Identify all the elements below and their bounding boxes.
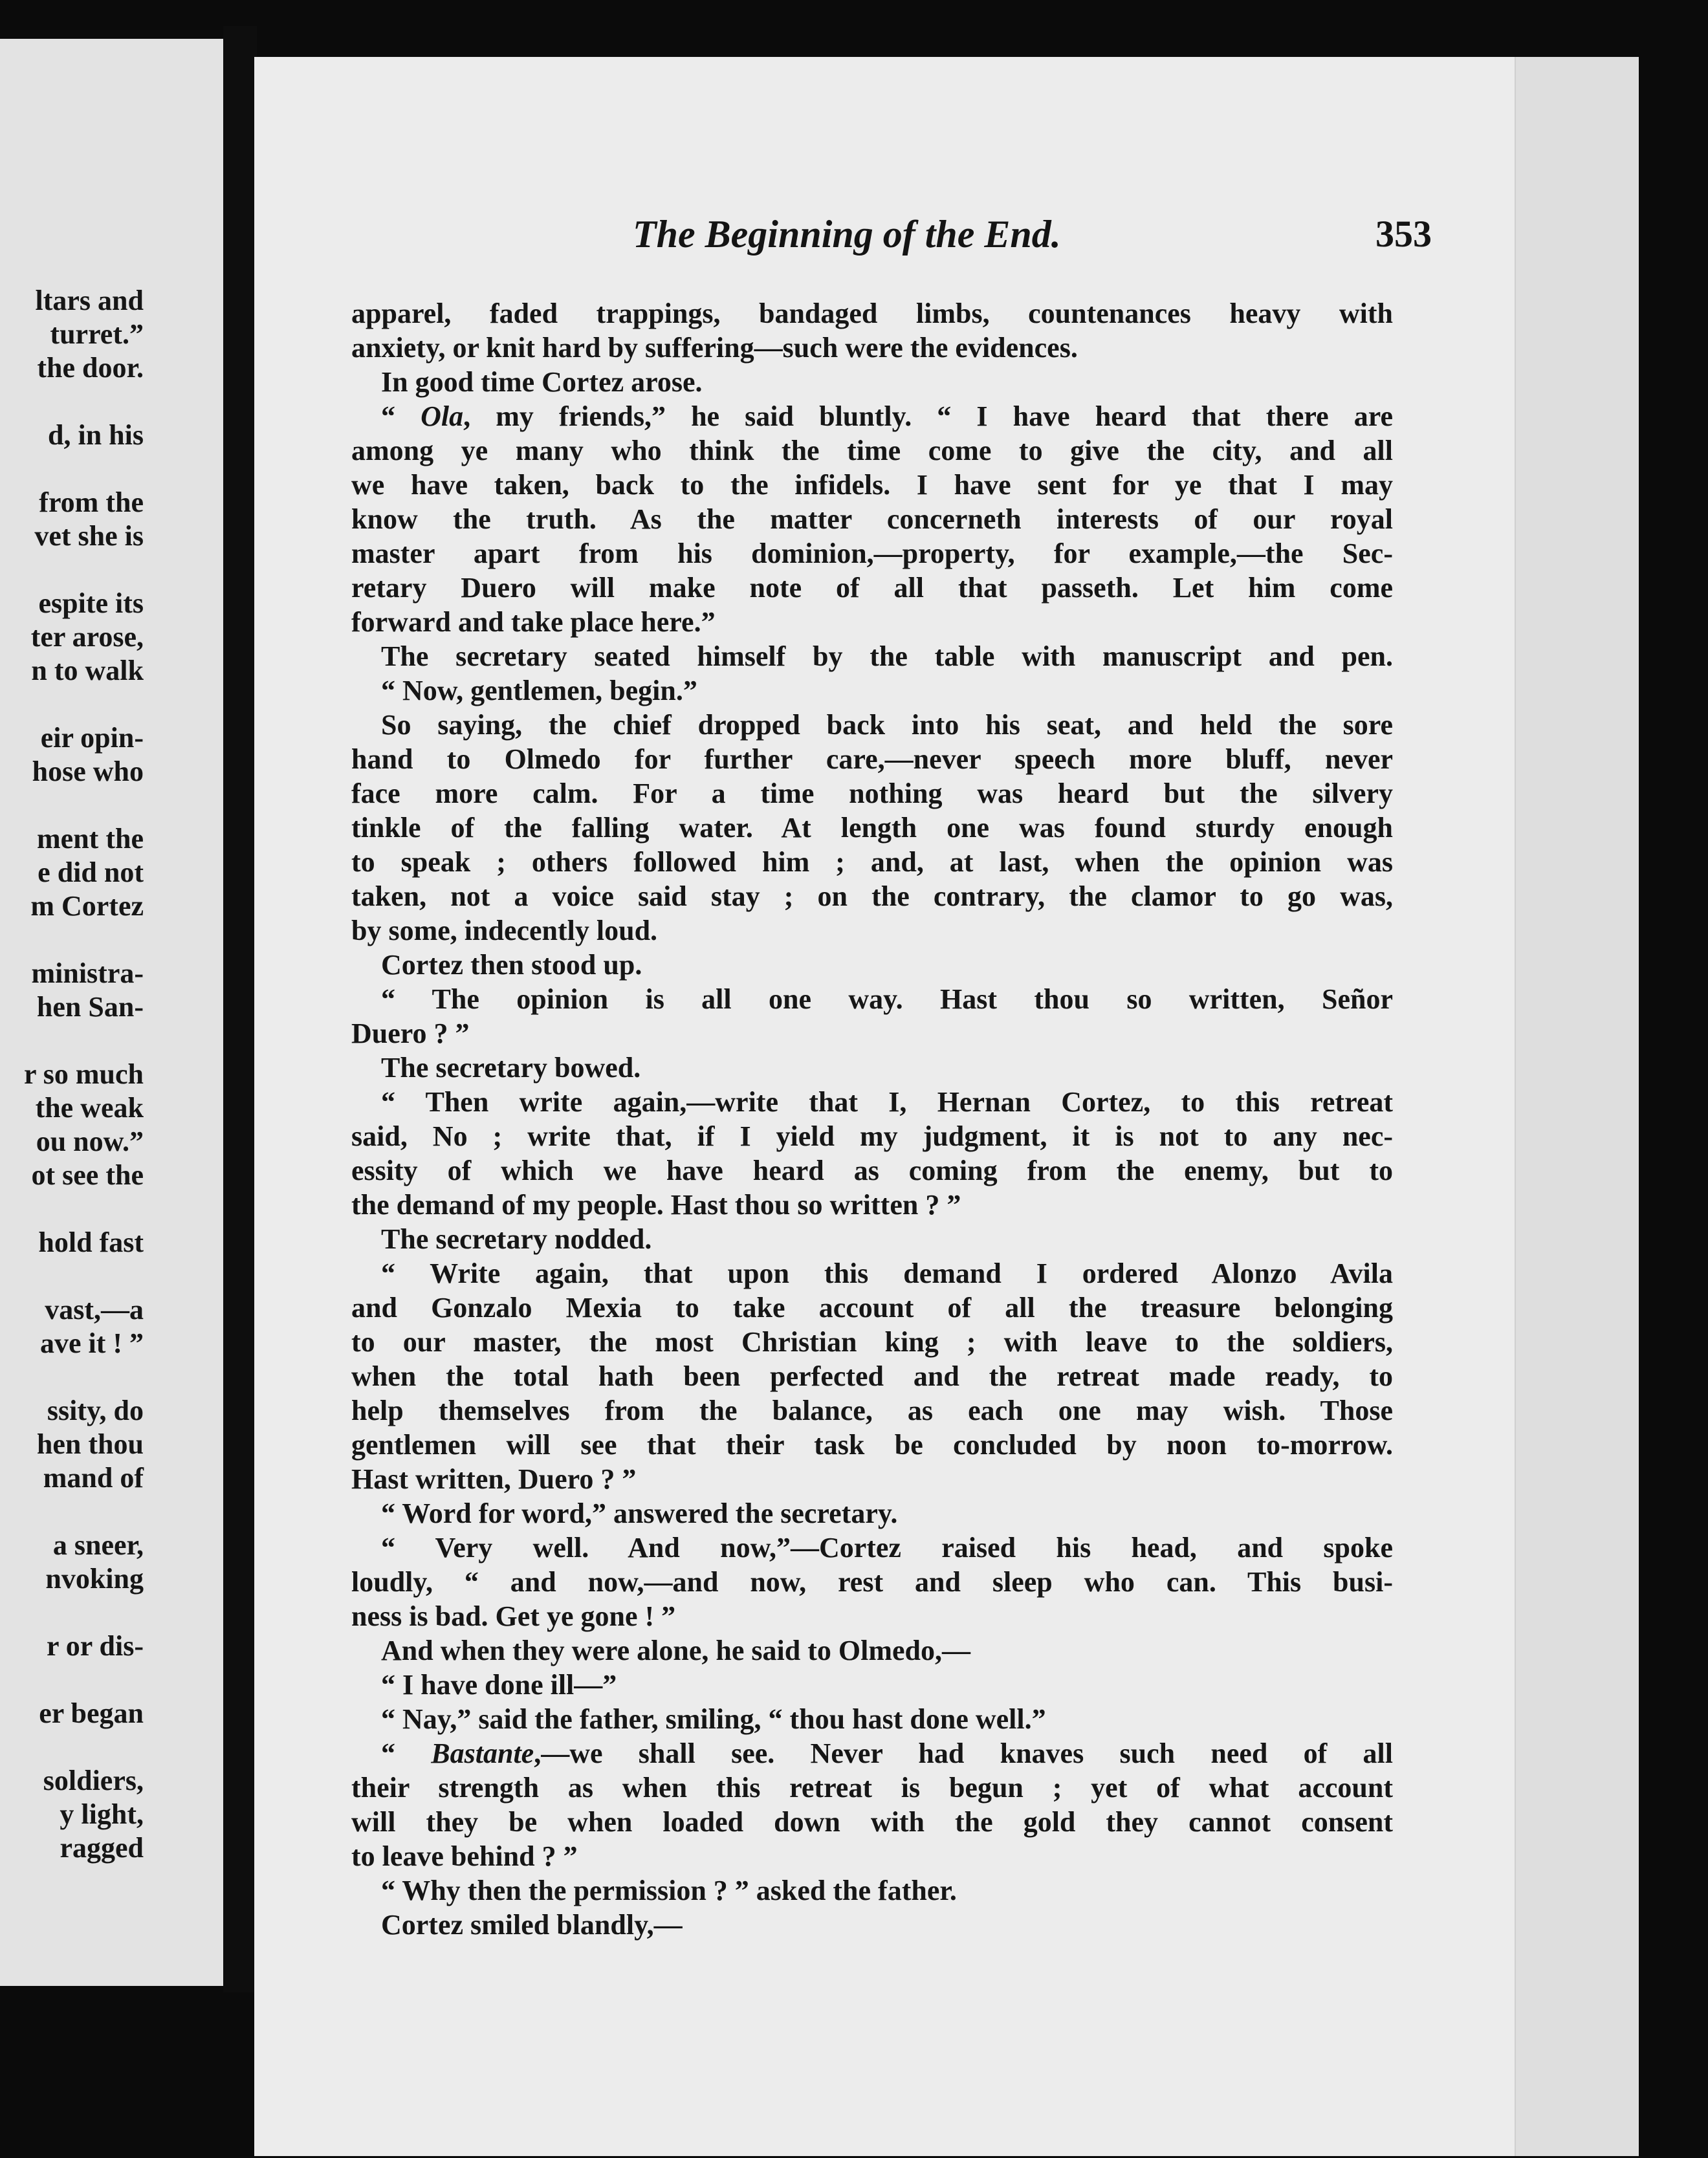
facing-page-line: soldiers, bbox=[43, 1765, 144, 1796]
facing-page-line: ave it ! ” bbox=[39, 1327, 144, 1359]
page-number: 353 bbox=[1375, 213, 1432, 255]
facing-page-line: hold fast bbox=[38, 1226, 144, 1258]
facing-page-line: ltars and bbox=[35, 285, 144, 316]
text-line: ness is bad. Get ye gone ! ” bbox=[351, 1600, 676, 1632]
text-line: help themselves from the balance, as each one may wish. Those bbox=[351, 1395, 1393, 1426]
text-line: retary Duero will make note of all that passeth. Let him come bbox=[351, 572, 1393, 604]
text-line: The secretary seated himself by the table with manuscript and pen. bbox=[381, 640, 1393, 672]
facing-page-line: hen thou bbox=[36, 1428, 144, 1460]
facing-page-line: e did not bbox=[38, 856, 144, 888]
text-line: forward and take place here.” bbox=[351, 606, 716, 638]
text-line: And when they were alone, he said to Olmedo,— bbox=[381, 1635, 970, 1666]
text-line: among ye many who think the time come to give the city, and all bbox=[351, 435, 1393, 466]
text-line: Hast written, Duero ? ” bbox=[351, 1463, 637, 1495]
text-line: taken, not a voice said stay ; on the contrary, the clamor to go was, bbox=[351, 880, 1393, 912]
text-line: In good time Cortez arose. bbox=[381, 366, 703, 398]
facing-page-line: ot see the bbox=[31, 1159, 144, 1191]
facing-page-line: a sneer, bbox=[52, 1529, 144, 1561]
text-line: the demand of my people. Hast thou so written ? ” bbox=[351, 1189, 961, 1221]
facing-page-line: m Cortez bbox=[30, 890, 144, 922]
facing-page-line: hose who bbox=[32, 756, 144, 787]
facing-page-line: ministra- bbox=[31, 957, 144, 989]
text-line: “ I have done ill—” bbox=[381, 1669, 617, 1701]
facing-page-line: turret.” bbox=[50, 318, 144, 350]
text-line: The secretary bowed. bbox=[381, 1052, 641, 1084]
facing-page-fragment bbox=[0, 39, 223, 1986]
facing-page-line: espite its bbox=[38, 587, 144, 619]
text-line: Cortez then stood up. bbox=[381, 949, 642, 981]
text-line: “ Then write again,—write that I, Hernan Cortez, to this retreat bbox=[381, 1086, 1393, 1118]
text-line: “ Nay,” said the father, smiling, “ thou hast done well.” bbox=[381, 1703, 1046, 1735]
facing-page-line: vet she is bbox=[34, 520, 144, 552]
facing-page-line: n to walk bbox=[31, 655, 144, 686]
facing-page-line: the door. bbox=[37, 352, 144, 384]
text-line: essity of which we have heard as coming from the enemy, but to bbox=[351, 1155, 1393, 1186]
text-line: said, No ; write that, if I yield my judgment, it is not to any nec- bbox=[351, 1120, 1393, 1152]
text-line: “ Now, gentlemen, begin.” bbox=[381, 675, 697, 706]
facing-page-line: mand of bbox=[43, 1462, 144, 1494]
text-line: “ Ola, my friends,” he said bluntly. “ I have heard that there are bbox=[381, 400, 1393, 432]
page-edge bbox=[1515, 57, 1639, 2156]
text-line: tinkle of the falling water. At length one was found sturdy enough bbox=[351, 812, 1393, 844]
facing-page-line: hen San- bbox=[36, 991, 144, 1023]
text-line: master apart from his dominion,—property, for example,—the Sec- bbox=[351, 538, 1393, 569]
facing-page-line: eir opin- bbox=[40, 722, 144, 754]
text-line: “ Very well. And now,”—Cortez raised his head, and spoke bbox=[381, 1532, 1393, 1564]
text-line: will they be when loaded down with the gold they cannot consent bbox=[351, 1806, 1393, 1838]
text-line: “ Write again, that upon this demand I ordered Alonzo Avila bbox=[381, 1258, 1393, 1289]
facing-page-line: ragged bbox=[60, 1832, 144, 1864]
text-line: The secretary nodded. bbox=[381, 1223, 652, 1255]
facing-page-line: nvoking bbox=[45, 1563, 144, 1595]
body-text bbox=[351, 296, 1393, 1942]
text-line: “ The opinion is all one way. Hast thou so written, Señor bbox=[381, 983, 1393, 1015]
facing-page-line: r so much bbox=[24, 1058, 144, 1090]
text-line: and Gonzalo Mexia to take account of all the treasure belonging bbox=[351, 1292, 1393, 1324]
text-line: their strength as when this retreat is begun ; yet of what account bbox=[351, 1772, 1393, 1804]
facing-page-line: er began bbox=[39, 1697, 144, 1729]
text-line: we have taken, back to the infidels. I have sent for ye that I may bbox=[351, 469, 1393, 501]
text-line: “ Why then the permission ? ” asked the father. bbox=[381, 1875, 957, 1906]
text-line: Cortez smiled blandly,— bbox=[381, 1909, 683, 1941]
text-line: to speak ; others followed him ; and, at last, when the opinion was bbox=[351, 846, 1393, 878]
facing-page-line: y light, bbox=[60, 1798, 144, 1830]
facing-page-line: ment the bbox=[37, 823, 144, 855]
text-line: apparel, faded trappings, bandaged limbs, countenances heavy with bbox=[351, 298, 1393, 329]
facing-page-line: vast,—a bbox=[45, 1294, 144, 1325]
facing-page-line: r or dis- bbox=[47, 1630, 144, 1662]
text-line: “ Bastante,—we shall see. Never had knaves such need of all bbox=[381, 1738, 1394, 1769]
text-line: know the truth. As the matter concerneth interests of our royal bbox=[351, 503, 1393, 535]
text-line: to leave behind ? ” bbox=[351, 1840, 578, 1872]
facing-page-line: d, in his bbox=[48, 419, 144, 451]
page-header bbox=[254, 212, 1432, 264]
text-line: So saying, the chief dropped back into his seat, and held the sore bbox=[381, 709, 1393, 741]
text-line: anxiety, or knit hard by suffering—such were the evidences. bbox=[351, 332, 1078, 364]
text-line: to our master, the most Christian king ; with leave to the soldiers, bbox=[351, 1326, 1393, 1358]
book-page bbox=[254, 57, 1639, 2156]
text-line: “ Word for word,” answered the secretary. bbox=[381, 1498, 898, 1529]
text-line: loudly, “ and now,—and now, rest and sleep who can. This busi- bbox=[351, 1566, 1393, 1598]
text-line: Duero ? ” bbox=[351, 1018, 470, 1049]
facing-page-line: ou now.” bbox=[36, 1126, 144, 1157]
running-title: The Beginning of the End. bbox=[633, 213, 1061, 256]
text-line: hand to Olmedo for further care,—never speech more bluff, never bbox=[351, 743, 1393, 775]
facing-page-line: the weak bbox=[35, 1092, 144, 1124]
facing-page-line: ter arose, bbox=[30, 621, 144, 653]
text-line: gentlemen will see that their task be concluded by noon to-morrow. bbox=[351, 1429, 1393, 1461]
facing-page-line: from the bbox=[39, 486, 144, 518]
book-gutter bbox=[223, 26, 257, 1992]
text-line: by some, indecently loud. bbox=[351, 915, 658, 946]
text-line: when the total hath been perfected and the retreat made ready, to bbox=[351, 1360, 1393, 1392]
text-line: face more calm. For a time nothing was heard but the silvery bbox=[351, 778, 1393, 809]
facing-page-line: ssity, do bbox=[47, 1395, 144, 1426]
